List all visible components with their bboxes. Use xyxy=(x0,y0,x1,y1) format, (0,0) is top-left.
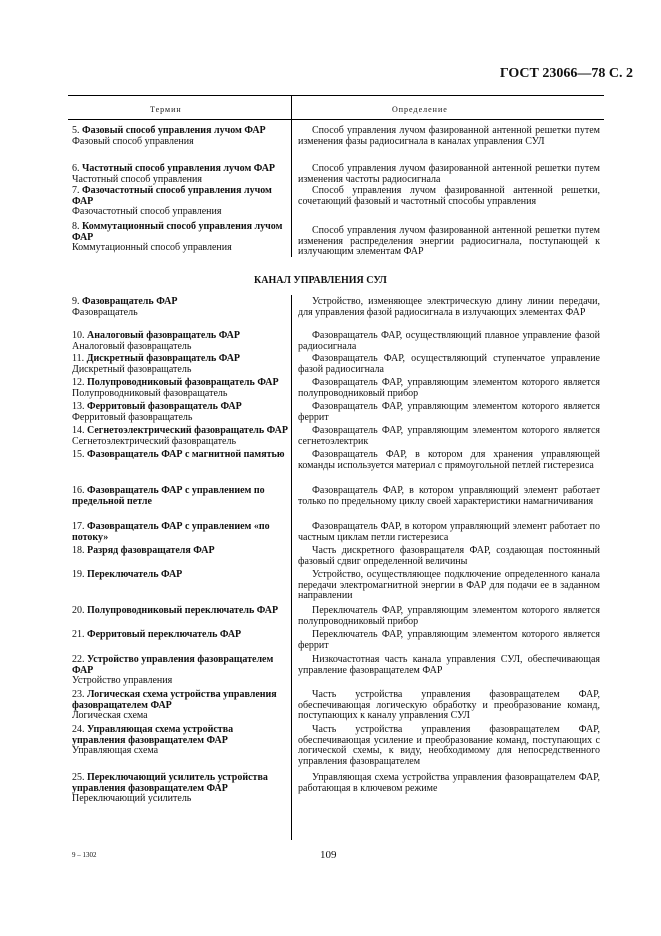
term-19: 19. Переключатель ФАР xyxy=(72,569,183,580)
definition-13: Фазовращатель ФАР, управляющим элементом которого является феррит xyxy=(298,401,600,423)
term-11: 11. Дискретный фазовращатель ФАР Дискретный фазовращатель xyxy=(72,353,241,375)
page-header: ГОСТ 23066—78 С. 2 xyxy=(499,66,633,81)
definition-12: Фазовращатель ФАР, управляющим элементом которого является полупроводниковый прибор xyxy=(298,377,600,399)
term-25: 25. Переключающий усилитель устройства управления фазовращателем ФАР Переключающий усилитель xyxy=(72,772,268,804)
term-17: 17. Фазовращатель ФАР с управлением «по потоку» xyxy=(72,521,270,543)
page-number: 109 xyxy=(320,849,337,861)
term-8: 8. Коммутационный способ управления лучом ФАР Коммутационный способ управления xyxy=(72,221,283,253)
definition-19: Устройство, осуществляющее подключение определенного канала передачи электромагнитной энергии в ФАР для подачи ее в заданном направлении xyxy=(298,569,600,601)
term-18: 18. Разряд фазовращателя ФАР xyxy=(72,545,215,556)
term-16: 16. Фазовращатель ФАР с управлением по предельной петле xyxy=(72,485,265,507)
term-23: 23. Логическая схема устройства управления фазовращателем ФАР Логическая схема xyxy=(72,689,277,721)
term-5: 5. Фазовый способ управления лучом ФАР Фазовый способ управления xyxy=(72,125,266,147)
definition-6: Способ управления лучом фазированной антенной решетки путем изменения частоты радиосигнала xyxy=(298,163,600,185)
term-6: 6. Частотный способ управления лучом ФАР Частотный способ управления xyxy=(72,163,276,185)
term-12: 12. Полупроводниковый фазовращатель ФАР Полупроводниковый фазовращатель xyxy=(72,377,279,399)
definition-25: Управляющая схема устройства управления фазовращателем ФАР, работающая в ключевом режиме xyxy=(298,772,600,794)
table-top-rule xyxy=(68,95,604,96)
term-10: 10. Аналоговый фазовращатель ФАР Аналоговый фазовращатель xyxy=(72,330,241,352)
column-divider xyxy=(291,95,292,840)
definition-21: Переключатель ФАР, управляющим элементом которого является феррит xyxy=(298,629,600,651)
term-24: 24. Управляющая схема устройства управления фазовращателем ФАР Управляющая схема xyxy=(72,724,234,756)
term-22: 22. Устройство управления фазовращателем ФАР Устройство управления xyxy=(72,654,274,686)
term-15: 15. Фазовращатель ФАР с магнитной памятью xyxy=(72,449,285,460)
definition-9: Устройство, изменяющее электрическую длину линии передачи, для управления фазой радиосигнала в излучающих элементах ФАР xyxy=(298,296,600,318)
term-13: 13. Ферритовый фазовращатель ФАР Ферритовый фазовращатель xyxy=(72,401,242,423)
definition-14: Фазовращатель ФАР, управляющим элементом которого является сегнетоэлектрик xyxy=(298,425,600,447)
column-header-definition: Определение xyxy=(392,105,448,114)
definition-10: Фазовращатель ФАР, осуществляющий плавное управление фазой радиосигнала xyxy=(298,330,600,352)
definition-5: Способ управления лучом фазированной антенной решетки путем изменения фазы радиосигнала в каналах управления СУЛ xyxy=(298,125,600,147)
header-rule xyxy=(68,119,604,120)
definition-16: Фазовращатель ФАР, в котором управляющий элемент работает только по предельному циклу своей характеристики намагничивания xyxy=(298,485,600,507)
term-14: 14. Сегнетоэлектрический фазовращатель ФАР Сегнетоэлектрический фазовращатель xyxy=(72,425,288,447)
definition-23: Часть устройства управления фазовращателем ФАР, обеспечивающая логическую обработку и преобразование команд, поступающих к каналу управления СУЛ xyxy=(298,689,600,721)
definition-7: Способ управления лучом фазированной антенной решетки, сочетающий фазовый и частотный способы управления xyxy=(298,185,600,207)
definition-24: Часть устройства управления фазовращателем ФАР, обеспечивающая усиление и преобразование команд, поступающих с логической схемы, к виду, необходимому для непосредственного управления фазовращателем xyxy=(298,724,600,767)
term-21: 21. Ферритовый переключатель ФАР xyxy=(72,629,242,640)
definition-22: Низкочастотная часть канала управления СУЛ, обеспечивающая управление фазовращателем ФАР xyxy=(298,654,600,676)
definition-8: Способ управления лучом фазированной антенной решетки путем изменения распределения энергии радиосигнала, поступающей к излучающим элементам ФАР xyxy=(298,225,600,257)
definition-18: Часть дискретного фазовращателя ФАР, создающая постоянный фазовый сдвиг определенной величины xyxy=(298,545,600,567)
definition-15: Фазовращатель ФАР, в котором для хранения управляющей команды используется материал с прямоугольной петлей гистерезиса xyxy=(298,449,600,471)
print-code: 9 – 1302 xyxy=(72,851,97,859)
section-title: КАНАЛ УПРАВЛЕНИЯ СУЛ xyxy=(254,275,387,286)
term-9: 9. Фазовращатель ФАР Фазовращатель xyxy=(72,296,178,318)
definition-17: Фазовращатель ФАР, в котором управляющий элемент работает по частным циклам петли гистерезиса xyxy=(298,521,600,543)
term-20: 20. Полупроводниковый переключатель ФАР xyxy=(72,605,279,616)
definition-20: Переключатель ФАР, управляющим элементом которого является полупроводниковый прибор xyxy=(298,605,600,627)
term-7: 7. Фазочастотный способ управления лучом ФАР Фазочастотный способ управления xyxy=(72,185,272,217)
definition-11: Фазовращатель ФАР, осуществляющий ступенчатое управление фазой радиосигнала xyxy=(298,353,600,375)
column-header-term: Термин xyxy=(150,105,182,114)
